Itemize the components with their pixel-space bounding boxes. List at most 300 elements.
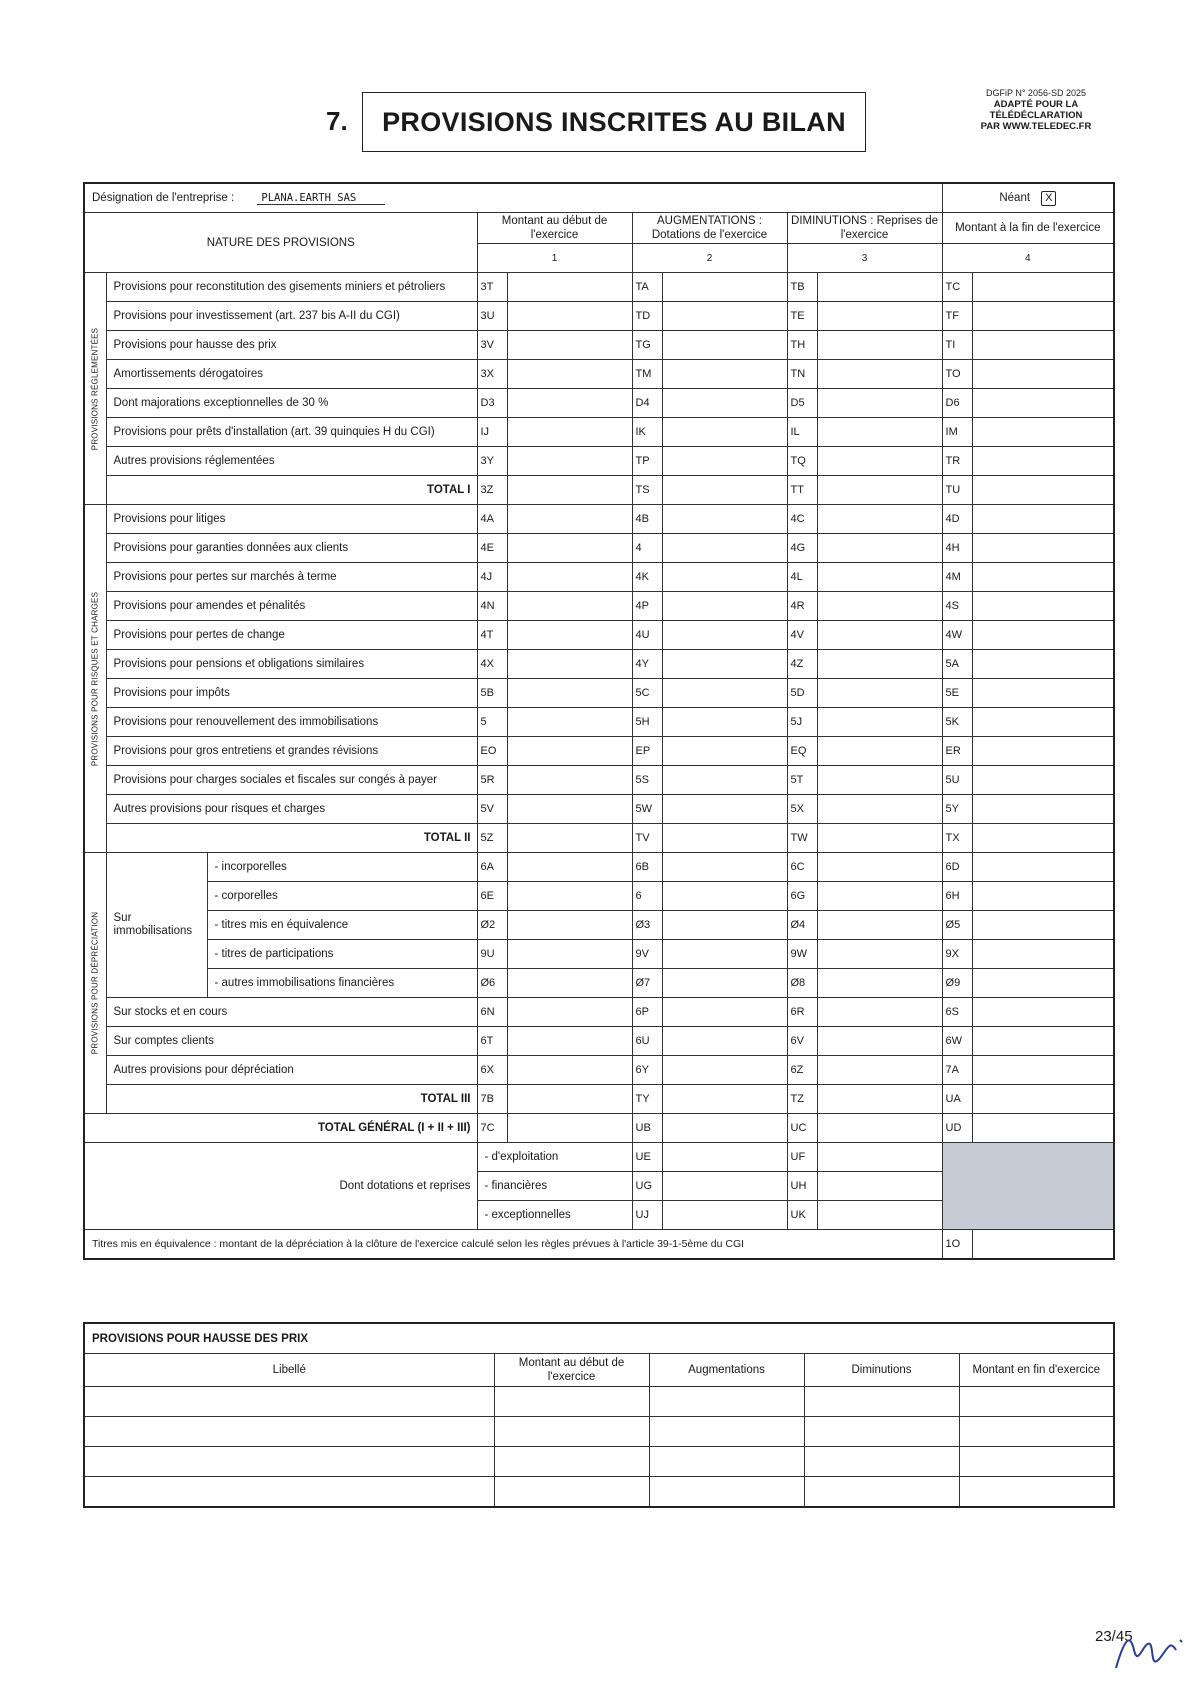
row-label: Provisions pour gros entretiens et grandes révisions	[106, 737, 477, 766]
row-label: Provisions pour litiges	[106, 505, 477, 534]
row-amount-c4[interactable]	[972, 563, 1114, 592]
form-ref-line2: ADAPTÉ POUR LA	[993, 99, 1079, 110]
total1-code-c1: 3Z	[477, 476, 507, 505]
row-code-c4: 5K	[942, 708, 972, 737]
row-amount-c3[interactable]	[817, 331, 942, 360]
row-code-c4: TO	[942, 360, 972, 389]
table-row	[84, 273, 1114, 302]
row-amount-c4[interactable]	[972, 534, 1114, 563]
row-amount-c2[interactable]	[662, 418, 787, 447]
row-code-c4: 9X	[942, 940, 972, 969]
row-label: Sur stocks et en cours	[106, 998, 477, 1027]
hausse-row	[84, 1387, 1114, 1417]
hausse-title: PROVISIONS POUR HAUSSE DES PRIX	[84, 1323, 1114, 1354]
row-amount-c3[interactable]	[817, 592, 942, 621]
row-code-c4: 5E	[942, 679, 972, 708]
dotations-amount-c2[interactable]	[662, 1143, 787, 1172]
row-label: Dont majorations exceptionnelles de 30 %	[106, 389, 477, 418]
row-code-c1: 4N	[477, 592, 507, 621]
shaded-area	[942, 1143, 1114, 1230]
row-amount-c1[interactable]	[507, 998, 632, 1027]
row-amount-c4[interactable]	[972, 302, 1114, 331]
row-code-c1: Ø6	[477, 969, 507, 998]
total3-code-c2: TY	[632, 1085, 662, 1114]
row-amount-c3[interactable]	[817, 302, 942, 331]
row-amount-c1[interactable]	[507, 447, 632, 476]
provisions-table	[83, 182, 1115, 1260]
row-amount-c1[interactable]	[507, 360, 632, 389]
row-code-c1: 3X	[477, 360, 507, 389]
row-label: Provisions pour reconstitution des gisements miniers et pétroliers	[106, 273, 477, 302]
total-general-amount-c1[interactable]	[507, 1114, 632, 1143]
row-amount-c1[interactable]	[507, 911, 632, 940]
row-code-c1: 6E	[477, 882, 507, 911]
row-code-c2: 6B	[632, 853, 662, 882]
row-amount-c3[interactable]	[817, 1056, 942, 1085]
hausse-libelle-input[interactable]	[84, 1477, 494, 1508]
total3-amount-c4[interactable]	[972, 1085, 1114, 1114]
total2-amount-c2[interactable]	[662, 824, 787, 853]
row-code-c2: 6Y	[632, 1056, 662, 1085]
hausse-fin-input[interactable]	[959, 1387, 1114, 1417]
row-amount-c2[interactable]	[662, 1056, 787, 1085]
row-code-c2: TP	[632, 447, 662, 476]
hausse-col-debut: Montant au début de l'exercice	[494, 1354, 649, 1387]
row-amount-c2[interactable]	[662, 389, 787, 418]
row-code-c3: 4G	[787, 534, 817, 563]
dotations-amount-c2[interactable]	[662, 1172, 787, 1201]
row-code-c3: 6V	[787, 1027, 817, 1056]
row-label: - incorporelles	[207, 853, 477, 882]
row-amount-c2[interactable]	[662, 563, 787, 592]
row-code-c2: 4B	[632, 505, 662, 534]
hausse-debut-input[interactable]	[494, 1387, 649, 1417]
row-code-c3: 4V	[787, 621, 817, 650]
hausse-dim-input[interactable]	[804, 1417, 959, 1447]
row-label: Provisions pour investissement (art. 237 bis A-II du CGI)	[106, 302, 477, 331]
row-label: Autres provisions pour dépréciation	[106, 1056, 477, 1085]
group-label-risques-text: PROVISIONS POUR RISQUES ET CHARGES	[90, 591, 100, 766]
table-row	[84, 505, 1114, 534]
row-amount-c3[interactable]	[817, 360, 942, 389]
row-amount-c1[interactable]	[507, 302, 632, 331]
table-row	[84, 302, 1114, 331]
row-amount-c1[interactable]	[507, 389, 632, 418]
row-amount-c3[interactable]	[817, 505, 942, 534]
table-row	[84, 940, 1114, 969]
titres-label: Titres mis en équivalence : montant de la dépréciation à la clôture de l'exercice calculé selon les règles prévues à l'article 39-1-5ème du CGI	[84, 1230, 942, 1260]
total-general-amount-c3[interactable]	[817, 1114, 942, 1143]
row-amount-c1[interactable]	[507, 737, 632, 766]
dotations-amount-c3[interactable]	[817, 1143, 942, 1172]
table-row	[84, 360, 1114, 389]
row-code-c3: TB	[787, 273, 817, 302]
row-amount-c2[interactable]	[662, 592, 787, 621]
row-amount-c3[interactable]	[817, 447, 942, 476]
total3-code-c4: UA	[942, 1085, 972, 1114]
hausse-dim-input[interactable]	[804, 1387, 959, 1417]
row-amount-c1[interactable]	[507, 853, 632, 882]
table-row	[84, 447, 1114, 476]
row-code-c3: D5	[787, 389, 817, 418]
title-box	[362, 92, 866, 152]
hausse-aug-input[interactable]	[649, 1447, 804, 1477]
row-code-c2: 5H	[632, 708, 662, 737]
row-amount-c2[interactable]	[662, 679, 787, 708]
table-row	[84, 998, 1114, 1027]
total3-code-c1: 7B	[477, 1085, 507, 1114]
table-row	[84, 563, 1114, 592]
row-amount-c3[interactable]	[817, 737, 942, 766]
row-code-c2: 5C	[632, 679, 662, 708]
row-amount-c4[interactable]	[972, 911, 1114, 940]
table-row	[84, 1027, 1114, 1056]
row-code-c1: 3Y	[477, 447, 507, 476]
row-code-c3: 6R	[787, 998, 817, 1027]
row-amount-c1[interactable]	[507, 331, 632, 360]
row-amount-c3[interactable]	[817, 418, 942, 447]
row-amount-c4[interactable]	[972, 969, 1114, 998]
row-code-c1: D3	[477, 389, 507, 418]
row-code-c1: 6N	[477, 998, 507, 1027]
total3-amount-c2[interactable]	[662, 1085, 787, 1114]
row-amount-c2[interactable]	[662, 737, 787, 766]
neant-cell	[942, 183, 1114, 213]
row-amount-c1[interactable]	[507, 505, 632, 534]
group-label-reglementees	[84, 273, 106, 505]
row-amount-c4[interactable]	[972, 273, 1114, 302]
row-amount-c2[interactable]	[662, 853, 787, 882]
hausse-row	[84, 1477, 1114, 1508]
row-amount-c4[interactable]	[972, 389, 1114, 418]
row-amount-c4[interactable]	[972, 505, 1114, 534]
row-code-c4: ER	[942, 737, 972, 766]
row-amount-c4[interactable]	[972, 331, 1114, 360]
row-code-c1: 5	[477, 708, 507, 737]
row-amount-c4[interactable]	[972, 853, 1114, 882]
total3-amount-c3[interactable]	[817, 1085, 942, 1114]
row-amount-c3[interactable]	[817, 708, 942, 737]
row-amount-c1[interactable]	[507, 273, 632, 302]
page-title: PROVISIONS INSCRITES AU BILAN	[382, 107, 846, 137]
row-amount-c2[interactable]	[662, 998, 787, 1027]
row-code-c1: 5V	[477, 795, 507, 824]
row-amount-c2[interactable]	[662, 331, 787, 360]
row-amount-c3[interactable]	[817, 795, 942, 824]
row-amount-c1[interactable]	[507, 679, 632, 708]
row-code-c4: 6S	[942, 998, 972, 1027]
row-code-c4: 4S	[942, 592, 972, 621]
total3-amount-c1[interactable]	[507, 1085, 632, 1114]
total-general-amount-c2[interactable]	[662, 1114, 787, 1143]
row-code-c1: 3U	[477, 302, 507, 331]
row-code-c1: IJ	[477, 418, 507, 447]
row-amount-c2[interactable]	[662, 969, 787, 998]
row-amount-c2[interactable]	[662, 505, 787, 534]
row-label: Sur comptes clients	[106, 1027, 477, 1056]
hausse-row	[84, 1447, 1114, 1477]
row-code-c3: 6G	[787, 882, 817, 911]
row-amount-c4[interactable]	[972, 940, 1114, 969]
row-amount-c2[interactable]	[662, 273, 787, 302]
row-code-c3: 6Z	[787, 1056, 817, 1085]
hausse-dim-input[interactable]	[804, 1447, 959, 1477]
total-general-label: TOTAL GÉNÉRAL (I + II + III)	[84, 1114, 477, 1143]
row-label: Provisions pour hausse des prix	[106, 331, 477, 360]
row-amount-c4[interactable]	[972, 882, 1114, 911]
row-label: Autres provisions réglementées	[106, 447, 477, 476]
row-amount-c3[interactable]	[817, 389, 942, 418]
hausse-dim-input[interactable]	[804, 1477, 959, 1508]
form-reference	[964, 88, 1108, 132]
row-code-c1: 3T	[477, 273, 507, 302]
total-row	[84, 476, 1114, 505]
row-amount-c1[interactable]	[507, 563, 632, 592]
row-label: - titres mis en équivalence	[207, 911, 477, 940]
table-row	[84, 592, 1114, 621]
row-amount-c2[interactable]	[662, 447, 787, 476]
row-amount-c3[interactable]	[817, 563, 942, 592]
total-label: TOTAL I	[106, 476, 477, 505]
row-amount-c1[interactable]	[507, 418, 632, 447]
table-row	[84, 882, 1114, 911]
total1-amount-c1[interactable]	[507, 476, 632, 505]
dotations-amount-c3[interactable]	[817, 1201, 942, 1230]
row-amount-c1[interactable]	[507, 882, 632, 911]
row-code-c2: 4K	[632, 563, 662, 592]
total-general-code-c3: UC	[787, 1114, 817, 1143]
row-amount-c2[interactable]	[662, 534, 787, 563]
row-amount-c3[interactable]	[817, 998, 942, 1027]
row-amount-c2[interactable]	[662, 911, 787, 940]
table-row	[84, 853, 1114, 882]
hausse-col-diminutions: Diminutions	[804, 1354, 959, 1387]
row-amount-c4[interactable]	[972, 795, 1114, 824]
row-code-c4: TR	[942, 447, 972, 476]
row-amount-c2[interactable]	[662, 621, 787, 650]
dotations-code-c3: UF	[787, 1143, 817, 1172]
row-code-c1: 9U	[477, 940, 507, 969]
row-amount-c1[interactable]	[507, 1056, 632, 1085]
row-amount-c2[interactable]	[662, 940, 787, 969]
row-code-c1: 6A	[477, 853, 507, 882]
row-code-c2: 6	[632, 882, 662, 911]
row-amount-c3[interactable]	[817, 679, 942, 708]
hausse-fin-input[interactable]	[959, 1477, 1114, 1508]
total2-amount-c1[interactable]	[507, 824, 632, 853]
table-row	[84, 969, 1114, 998]
dotations-label: Dont dotations et reprises	[84, 1143, 477, 1230]
row-amount-c3[interactable]	[817, 853, 942, 882]
row-amount-c4[interactable]	[972, 766, 1114, 795]
row-label: - corporelles	[207, 882, 477, 911]
row-amount-c2[interactable]	[662, 882, 787, 911]
total2-code-c3: TW	[787, 824, 817, 853]
row-amount-c2[interactable]	[662, 1027, 787, 1056]
row-amount-c4[interactable]	[972, 708, 1114, 737]
row-code-c1: 5B	[477, 679, 507, 708]
hausse-col-augmentations: Augmentations	[649, 1354, 804, 1387]
total3-code-c3: TZ	[787, 1085, 817, 1114]
group-label-depreciation-text: PROVISIONS POUR DÉPRÉCIATION	[90, 911, 100, 1055]
hausse-fin-input[interactable]	[959, 1417, 1114, 1447]
total-row	[84, 1085, 1114, 1114]
row-code-c2: EP	[632, 737, 662, 766]
table-row	[84, 534, 1114, 563]
row-amount-c4[interactable]	[972, 998, 1114, 1027]
row-label: Provisions pour pertes de change	[106, 621, 477, 650]
hausse-libelle-input[interactable]	[84, 1447, 494, 1477]
row-amount-c1[interactable]	[507, 592, 632, 621]
row-amount-c3[interactable]	[817, 882, 942, 911]
row-code-c4: 5A	[942, 650, 972, 679]
row-amount-c4[interactable]	[972, 737, 1114, 766]
row-amount-c4[interactable]	[972, 621, 1114, 650]
dotations-sub-label: - exceptionnelles	[477, 1201, 632, 1230]
row-code-c3: 5T	[787, 766, 817, 795]
table-row	[84, 621, 1114, 650]
hausse-aug-input[interactable]	[649, 1387, 804, 1417]
row-code-c1: 5R	[477, 766, 507, 795]
total-general-amount-c4[interactable]	[972, 1114, 1114, 1143]
row-amount-c4[interactable]	[972, 360, 1114, 389]
table-row	[84, 679, 1114, 708]
dotations-code-c3: UK	[787, 1201, 817, 1230]
row-amount-c3[interactable]	[817, 273, 942, 302]
hausse-aug-input[interactable]	[649, 1417, 804, 1447]
hausse-libelle-input[interactable]	[84, 1387, 494, 1417]
table-row	[84, 650, 1114, 679]
row-label: Autres provisions pour risques et charges	[106, 795, 477, 824]
row-amount-c4[interactable]	[972, 1027, 1114, 1056]
row-code-c3: Ø4	[787, 911, 817, 940]
row-amount-c4[interactable]	[972, 650, 1114, 679]
total1-code-c4: TU	[942, 476, 972, 505]
row-code-c3: 4C	[787, 505, 817, 534]
section-number: 7.	[326, 106, 348, 136]
row-code-c4: 5Y	[942, 795, 972, 824]
total2-amount-c4[interactable]	[972, 824, 1114, 853]
row-code-c4: 5U	[942, 766, 972, 795]
row-amount-c3[interactable]	[817, 534, 942, 563]
row-code-c3: IL	[787, 418, 817, 447]
row-amount-c1[interactable]	[507, 940, 632, 969]
hausse-col-libelle: Libellé	[84, 1354, 494, 1387]
company-name-field[interactable]: PLANA.EARTH SAS	[257, 192, 385, 205]
sur-immobilisations-label: Sur immobilisations	[106, 853, 207, 998]
row-amount-c3[interactable]	[817, 969, 942, 998]
hausse-libelle-input[interactable]	[84, 1417, 494, 1447]
nature-header: NATURE DES PROVISIONS	[84, 213, 477, 273]
table-row	[84, 389, 1114, 418]
row-label: Provisions pour amendes et pénalités	[106, 592, 477, 621]
row-amount-c3[interactable]	[817, 1027, 942, 1056]
row-amount-c4[interactable]	[972, 418, 1114, 447]
row-amount-c1[interactable]	[507, 650, 632, 679]
row-amount-c2[interactable]	[662, 708, 787, 737]
row-code-c4: 7A	[942, 1056, 972, 1085]
row-amount-c4[interactable]	[972, 592, 1114, 621]
dotations-amount-c2[interactable]	[662, 1201, 787, 1230]
row-code-c3: TE	[787, 302, 817, 331]
row-code-c3: 5X	[787, 795, 817, 824]
row-amount-c2[interactable]	[662, 360, 787, 389]
hausse-aug-input[interactable]	[649, 1477, 804, 1508]
row-code-c3: EQ	[787, 737, 817, 766]
row-code-c2: 4U	[632, 621, 662, 650]
row-amount-c1[interactable]	[507, 534, 632, 563]
hausse-fin-input[interactable]	[959, 1447, 1114, 1477]
row-code-c4: 6D	[942, 853, 972, 882]
row-label: Provisions pour pertes sur marchés à terme	[106, 563, 477, 592]
row-code-c1: EO	[477, 737, 507, 766]
neant-checkbox[interactable]: X	[1041, 191, 1056, 206]
row-label: Provisions pour pensions et obligations similaires	[106, 650, 477, 679]
row-code-c4: 6H	[942, 882, 972, 911]
row-amount-c3[interactable]	[817, 911, 942, 940]
total-row	[84, 824, 1114, 853]
hausse-debut-input[interactable]	[494, 1417, 649, 1447]
row-code-c3: 6C	[787, 853, 817, 882]
row-amount-c3[interactable]	[817, 621, 942, 650]
handwritten-initials	[1110, 1610, 1188, 1680]
row-code-c2: 9V	[632, 940, 662, 969]
row-amount-c1[interactable]	[507, 1027, 632, 1056]
row-amount-c3[interactable]	[817, 650, 942, 679]
total1-amount-c3[interactable]	[817, 476, 942, 505]
row-amount-c3[interactable]	[817, 940, 942, 969]
row-amount-c1[interactable]	[507, 795, 632, 824]
hausse-debut-input[interactable]	[494, 1477, 649, 1508]
total1-code-c2: TS	[632, 476, 662, 505]
row-amount-c1[interactable]	[507, 708, 632, 737]
table-row	[84, 911, 1114, 940]
row-amount-c4[interactable]	[972, 447, 1114, 476]
total2-amount-c3[interactable]	[817, 824, 942, 853]
company-row	[84, 183, 1114, 213]
table-row	[84, 418, 1114, 447]
row-code-c2: TG	[632, 331, 662, 360]
total-general-row	[84, 1114, 1114, 1143]
total1-code-c3: TT	[787, 476, 817, 505]
table-row	[84, 331, 1114, 360]
total1-amount-c2[interactable]	[662, 476, 787, 505]
row-amount-c2[interactable]	[662, 795, 787, 824]
row-code-c3: 4R	[787, 592, 817, 621]
row-amount-c3[interactable]	[817, 766, 942, 795]
total1-amount-c4[interactable]	[972, 476, 1114, 505]
row-amount-c1[interactable]	[507, 621, 632, 650]
titres-amount[interactable]	[972, 1230, 1114, 1260]
row-code-c4: Ø9	[942, 969, 972, 998]
row-amount-c1[interactable]	[507, 969, 632, 998]
row-amount-c4[interactable]	[972, 1056, 1114, 1085]
row-amount-c2[interactable]	[662, 766, 787, 795]
row-amount-c2[interactable]	[662, 650, 787, 679]
titres-code: 1O	[942, 1230, 972, 1260]
dotations-amount-c3[interactable]	[817, 1172, 942, 1201]
form-ref-number: DGFiP N° 2056-SD 2025	[986, 88, 1086, 98]
row-amount-c4[interactable]	[972, 679, 1114, 708]
row-amount-c2[interactable]	[662, 302, 787, 331]
col4-number: 4	[942, 244, 1114, 273]
dotations-code-c2: UE	[632, 1143, 662, 1172]
row-amount-c1[interactable]	[507, 766, 632, 795]
hausse-debut-input[interactable]	[494, 1447, 649, 1477]
total2-code-c1: 5Z	[477, 824, 507, 853]
total-general-code-c2: UB	[632, 1114, 662, 1143]
row-label: - autres immobilisations financières	[207, 969, 477, 998]
